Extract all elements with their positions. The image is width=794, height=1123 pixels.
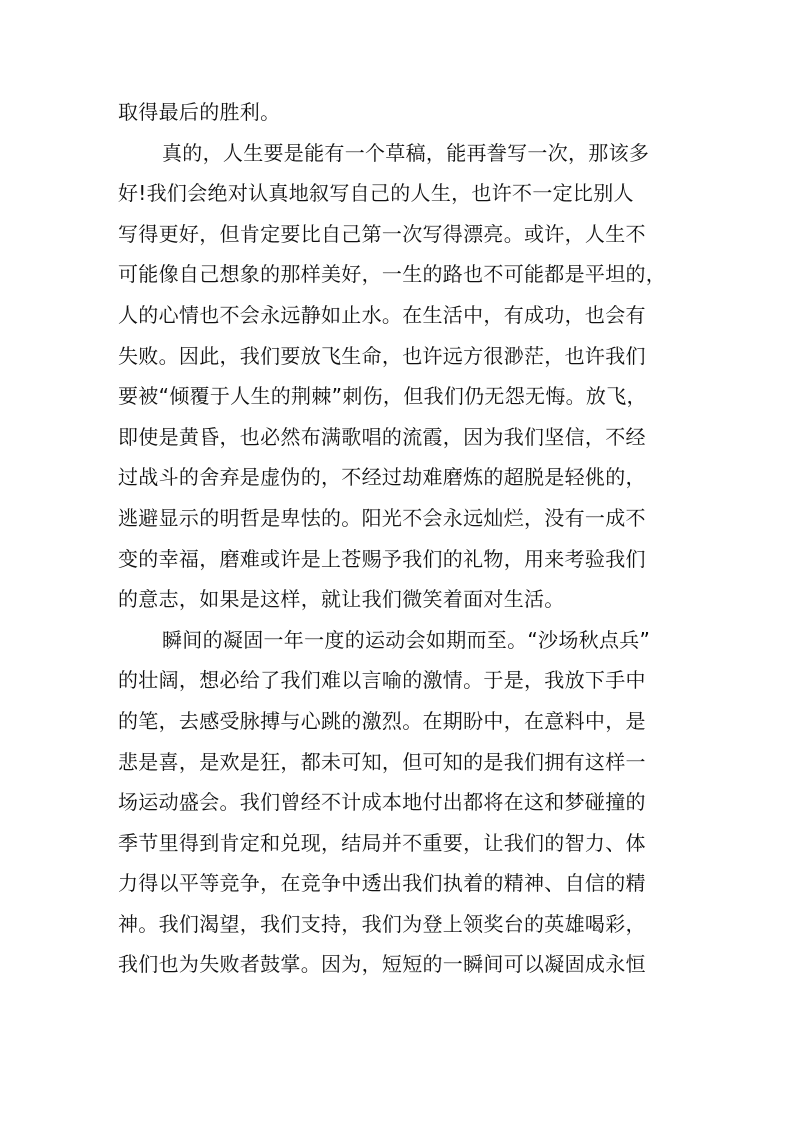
text-line: 好!我们会绝对认真地叙写自己的人生，也许不一定比别人 (118, 181, 634, 206)
text-line: 季节里得到肯定和兑现，结局并不重要，让我们的智力、体 (118, 830, 646, 855)
text-line: 即使是黄昏，也必然布满歌唱的流霞，因为我们坚信，不经 (118, 424, 646, 449)
text-line: 的意志，如果是这样，就让我们微笑着面对生活。 (118, 587, 565, 612)
paragraph-start-line: 真的，人生要是能有一个草稿，能再誊写一次，那该多 (162, 140, 650, 165)
text-line: 悲是喜，是欢是狂，都未可知，但可知的是我们拥有这样一 (118, 749, 646, 774)
text-line: 失败。因此，我们要放飞生命，也许远方很渺茫，也许我们 (118, 343, 646, 368)
text-line: 场运动盛会。我们曾经不计成本地付出都将在这和梦碰撞的 (118, 790, 646, 815)
text-line: 神。我们渴望，我们支持，我们为登上领奖台的英雄喝彩， (118, 911, 646, 936)
text-line: 过战斗的舍弃是虚伪的，不经过劫难磨炼的超脱是轻佻的， (118, 465, 646, 490)
text-line: 要被“倾覆于人生的荆棘”刺伤，但我们仍无怨无悔。放飞， (118, 384, 647, 409)
text-line: 我们也为失败者鼓掌。因为，短短的一瞬间可以凝固成永恒 (118, 952, 646, 977)
text-line: 人的心情也不会永远静如止水。在生活中，有成功，也会有 (118, 302, 646, 327)
text-line: 力得以平等竞争，在竞争中透出我们执着的精神、自信的精 (118, 871, 646, 896)
text-line: 的笔，去感受脉搏与心跳的激烈。在期盼中，在意料中，是 (118, 708, 646, 733)
paragraph-start-line: 瞬间的凝固一年一度的运动会如期而至。“沙场秋点兵” (162, 627, 651, 652)
text-line: 变的幸福，磨难或许是上苍赐予我们的礼物，用来考验我们 (118, 546, 646, 571)
text-line: 的壮阔，想必给了我们难以言喻的激情。于是，我放下手中 (118, 668, 646, 693)
text-line: 写得更好，但肯定要比自己第一次写得漂亮。或许，人生不 (118, 221, 646, 246)
text-line: 可能像自己想象的那样美好，一生的路也不可能都是平坦的， (118, 262, 667, 287)
document-body (118, 92, 678, 985)
text-line: 取得最后的胜利。 (118, 100, 281, 124)
text-line: 逃避显示的明哲是卑怯的。阳光不会永远灿烂，没有一成不 (118, 505, 646, 530)
